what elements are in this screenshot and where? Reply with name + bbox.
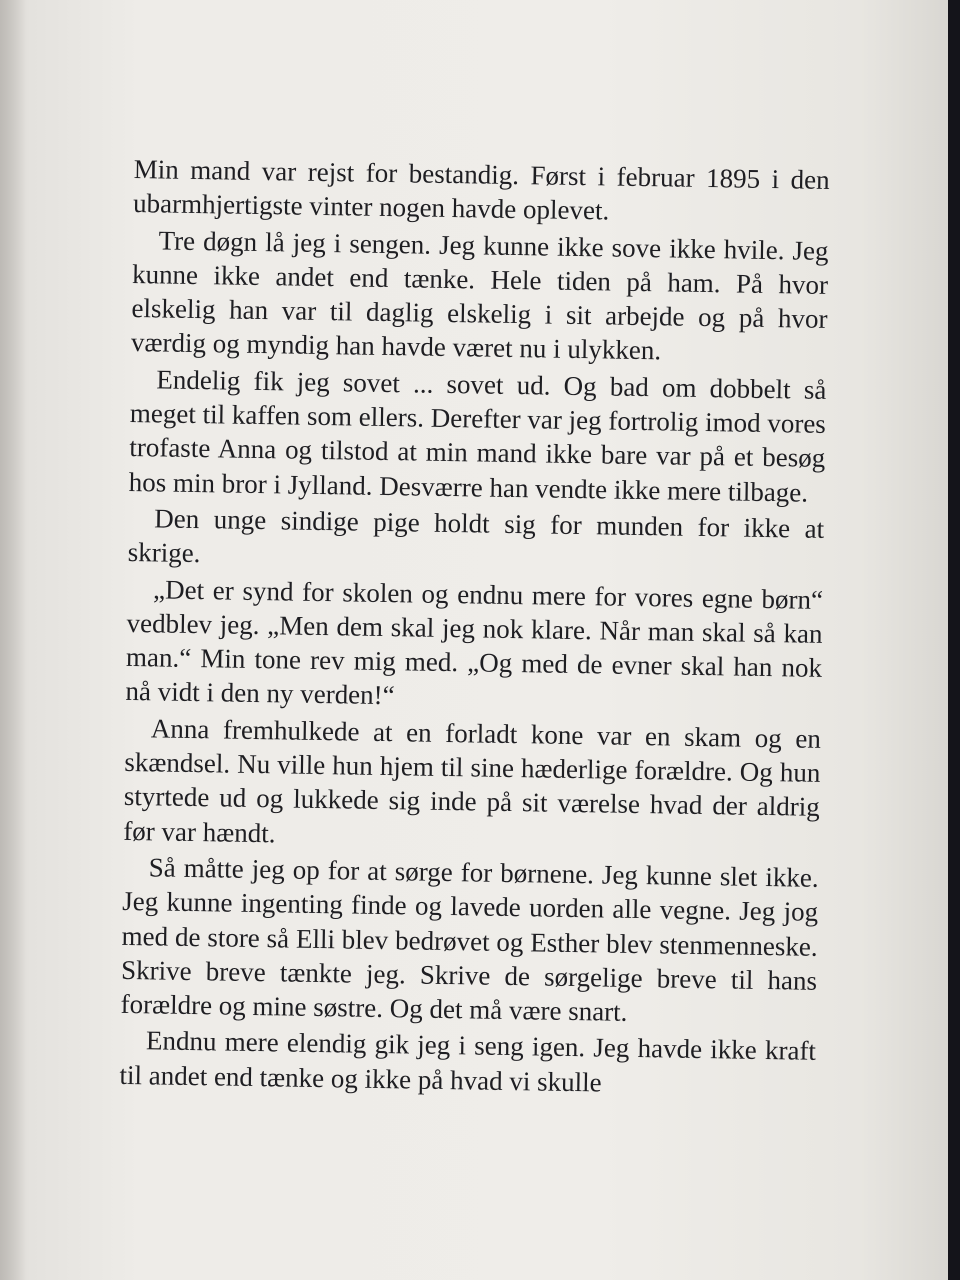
paragraph-1: Min mand var rejst for bestandig. Først i februar 1895 i den ubarmhjertigste vinter nogen havde oplevet. bbox=[132, 153, 830, 226]
paragraph-5: „Det er synd for skolen og endnu mere for vores egne børn“ vedblev jeg. „Men dem skal jeg nok klare. Når man skal så kan man.“ Min tone rev mig med. „Og med de evner skal han nok nå vidt i den ny verden!“ bbox=[125, 573, 824, 711]
book-gutter-shadow bbox=[0, 0, 26, 1280]
paragraph-2: Tre døgn lå jeg i sengen. Jeg kunne ikke sove ikke hvile. Jeg kunne ikke andet end tænke. Hele tiden på ham. På hvor elskelig han var til daglig elskelig i sit arbejde og på hvor værdig og myndig han havde været nu i ulykken. bbox=[130, 224, 829, 366]
paragraph-8: Endnu mere elendig gik jeg i seng igen. Jeg havde ikke kraft til andet end tænke og ikke på hvad vi skulle bbox=[119, 1025, 817, 1098]
paragraph-6: Anna fremhulkede at en forladt kone var en skam og en skændsel. Nu ville hun hjem til sine hæderlige forældre. Og hun styrtede ud og lukkede sig inde på sit værelse hvad der aldrig før var hændt. bbox=[123, 713, 822, 848]
paragraph-3: Endelig fik jeg sovet ... sovet ud. Og bad om dobbelt så meget til kaffen som ellers. Derefter var jeg fortrolig imod vores trofaste Anna og tilstod at min mand ikke bare var på et besøg hos min bror i Jylland. Desværre han vendte ikke mere tilbage. bbox=[128, 364, 827, 508]
page-text bbox=[119, 152, 830, 1103]
paragraph-7: Så måtte jeg op for at sørge for børnene. Jeg kunne slet ikke. Jeg kunne ingenting finde og lavede uorden alle vegne. Jeg jog med de store så Elli blev bedrøvet og Esther blev stenmenneske. Skrive breve tænkte jeg. Skrive de sørgelige breve til hans forældre og mine søstre. Og det må være snart. bbox=[120, 852, 819, 1027]
paragraph-4: Den unge sindige pige holdt sig for munden for ikke at skrige. bbox=[127, 503, 825, 569]
background-edge bbox=[948, 0, 960, 1280]
